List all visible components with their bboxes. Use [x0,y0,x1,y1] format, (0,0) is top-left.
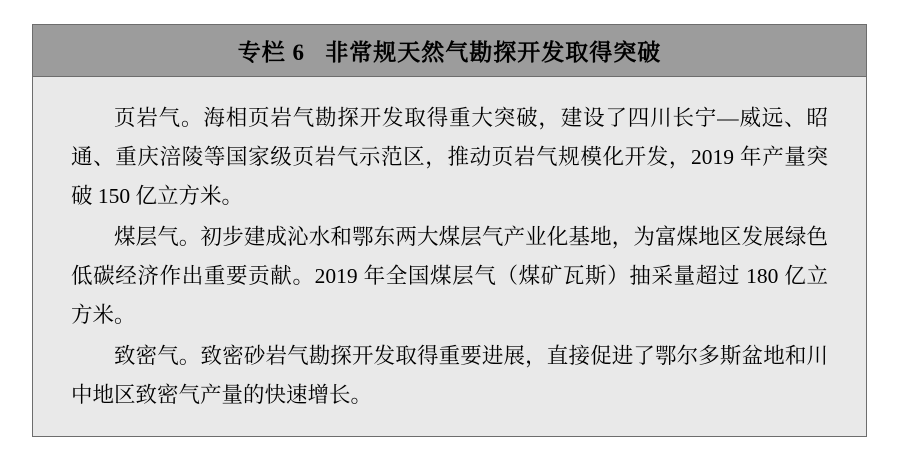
paragraph-tight-gas: 致密气。致密砂岩气勘探开发取得重要进展，直接促进了鄂尔多斯盆地和川中地区致密气产量的快速增长。 [71,344,828,407]
feature-box-title: 专栏 6 非常规天然气勘探开发取得突破 [237,40,662,65]
paragraph-coalbed-methane: 煤层气。初步建成沁水和鄂东两大煤层气产业化基地，为富煤地区发展绿色低碳经济作出重要贡献。2019 年全国煤层气（煤矿瓦斯）抽采量超过 180 亿立方米。 [71,225,828,327]
feature-box-header [33,25,866,77]
paragraph-shale-gas: 页岩气。海相页岩气勘探开发取得重大突破，建设了四川长宁—威远、昭通、重庆涪陵等国家级页岩气示范区，推动页岩气规模化开发，2019 年产量突破 150 亿立方米。 [71,106,828,208]
feature-box-body [33,77,866,436]
feature-box [32,24,867,437]
